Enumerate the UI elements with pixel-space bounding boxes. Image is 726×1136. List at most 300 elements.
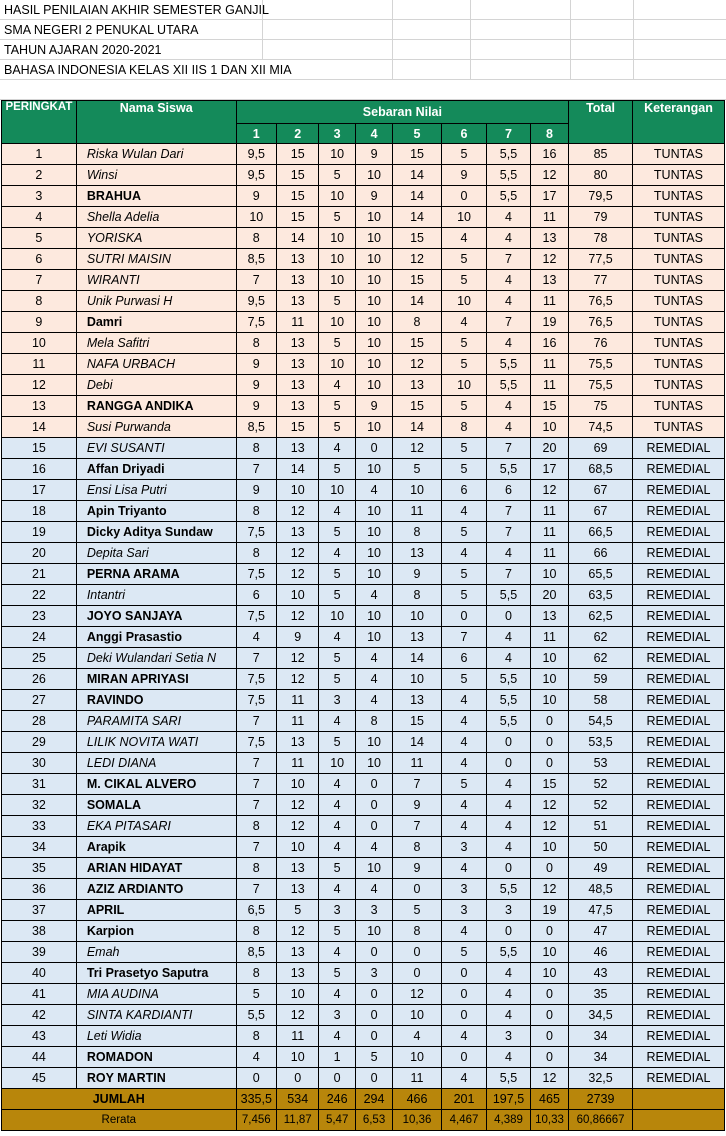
score-cell: 8,5 bbox=[236, 942, 276, 963]
status-cell: REMEDIAL bbox=[632, 459, 724, 480]
student-name-cell: MIA AUDINA bbox=[76, 984, 236, 1005]
student-name-cell: EVI SUSANTI bbox=[76, 438, 236, 459]
table-row bbox=[2, 480, 725, 501]
score-cell: 4 bbox=[441, 816, 486, 837]
average-label: Rerata bbox=[2, 1110, 237, 1131]
score-cell: 12 bbox=[393, 984, 442, 1005]
score-cell: 0 bbox=[355, 1005, 392, 1026]
score-cell: 16 bbox=[530, 333, 568, 354]
score-cell: 3 bbox=[319, 900, 355, 921]
rank-cell: 2 bbox=[2, 165, 77, 186]
score-cell: 8 bbox=[236, 438, 276, 459]
table-row bbox=[2, 627, 725, 648]
score-cell: 11 bbox=[277, 690, 319, 711]
score-cell: 14 bbox=[393, 417, 442, 438]
score-cell: 9,5 bbox=[236, 165, 276, 186]
table-row bbox=[2, 1068, 725, 1089]
student-name-cell: Ensi Lisa Putri bbox=[76, 480, 236, 501]
score-cell: 5 bbox=[393, 900, 442, 921]
score-cell: 6 bbox=[441, 480, 486, 501]
sum-cell: 201 bbox=[441, 1089, 486, 1110]
score-cell: 7 bbox=[236, 648, 276, 669]
score-cell: 10 bbox=[393, 1005, 442, 1026]
score-cell: 10 bbox=[319, 186, 355, 207]
score-cell: 4 bbox=[319, 501, 355, 522]
rank-cell: 37 bbox=[2, 900, 77, 921]
rank-cell: 3 bbox=[2, 186, 77, 207]
status-cell: REMEDIAL bbox=[632, 648, 724, 669]
total-cell: 34,5 bbox=[569, 1005, 633, 1026]
score-cell: 19 bbox=[530, 312, 568, 333]
score-cell: 4 bbox=[487, 648, 530, 669]
status-cell: TUNTAS bbox=[632, 396, 724, 417]
score-cell: 5,5 bbox=[487, 459, 530, 480]
table-row bbox=[2, 606, 725, 627]
table-row bbox=[2, 879, 725, 900]
score-cell: 13 bbox=[277, 858, 319, 879]
table-row bbox=[2, 963, 725, 984]
rank-cell: 40 bbox=[2, 963, 77, 984]
empty-cell bbox=[632, 1110, 724, 1131]
score-cell: 11 bbox=[530, 207, 568, 228]
table-row bbox=[2, 543, 725, 564]
rank-cell: 11 bbox=[2, 354, 77, 375]
score-cell: 4 bbox=[441, 1068, 486, 1089]
status-cell: TUNTAS bbox=[632, 375, 724, 396]
score-cell: 14 bbox=[393, 207, 442, 228]
score-cell: 13 bbox=[277, 879, 319, 900]
score-cell: 20 bbox=[530, 438, 568, 459]
score-cell: 10 bbox=[530, 417, 568, 438]
score-cell: 4 bbox=[441, 312, 486, 333]
sum-cell: 465 bbox=[530, 1089, 568, 1110]
score-cell: 10 bbox=[530, 963, 568, 984]
student-name-cell: EKA PITASARI bbox=[76, 816, 236, 837]
status-cell: REMEDIAL bbox=[632, 900, 724, 921]
score-cell: 4 bbox=[319, 879, 355, 900]
status-cell: TUNTAS bbox=[632, 249, 724, 270]
table-row bbox=[2, 291, 725, 312]
score-cell: 3 bbox=[355, 900, 392, 921]
total-cell: 58 bbox=[569, 690, 633, 711]
score-cell: 9,5 bbox=[236, 144, 276, 165]
student-name-cell: APRIL bbox=[76, 900, 236, 921]
score-cell: 13 bbox=[277, 732, 319, 753]
table-row bbox=[2, 354, 725, 375]
score-cell: 8 bbox=[236, 501, 276, 522]
score-cell: 4 bbox=[355, 669, 392, 690]
score-cell: 10 bbox=[277, 480, 319, 501]
total-cell: 76,5 bbox=[569, 312, 633, 333]
status-cell: REMEDIAL bbox=[632, 564, 724, 585]
header-row bbox=[2, 101, 725, 124]
score-cell: 13 bbox=[277, 333, 319, 354]
score-cell: 13 bbox=[393, 690, 442, 711]
student-name-cell: Arapik bbox=[76, 837, 236, 858]
score-cell: 10 bbox=[319, 753, 355, 774]
total-cell: 79,5 bbox=[569, 186, 633, 207]
total-cell: 34 bbox=[569, 1026, 633, 1047]
status-cell: REMEDIAL bbox=[632, 690, 724, 711]
score-cell: 11 bbox=[393, 753, 442, 774]
score-cell: 8 bbox=[236, 816, 276, 837]
total-cell: 32,5 bbox=[569, 1068, 633, 1089]
question-col-header: 5 bbox=[393, 124, 442, 144]
student-name-cell: Anggi Prasastio bbox=[76, 627, 236, 648]
student-name-cell: Mela Safitri bbox=[76, 333, 236, 354]
table-row bbox=[2, 690, 725, 711]
score-cell: 15 bbox=[277, 144, 319, 165]
score-cell: 0 bbox=[530, 858, 568, 879]
score-cell: 5 bbox=[319, 858, 355, 879]
status-cell: REMEDIAL bbox=[632, 795, 724, 816]
score-cell: 13 bbox=[393, 375, 442, 396]
sum-label: JUMLAH bbox=[2, 1089, 237, 1110]
score-cell: 5 bbox=[441, 438, 486, 459]
score-cell: 4 bbox=[441, 543, 486, 564]
total-cell: 77,5 bbox=[569, 249, 633, 270]
score-cell: 5 bbox=[441, 564, 486, 585]
score-cell: 0 bbox=[530, 732, 568, 753]
student-name-cell: SINTA KARDIANTI bbox=[76, 1005, 236, 1026]
status-cell: REMEDIAL bbox=[632, 816, 724, 837]
score-cell: 7,5 bbox=[236, 522, 276, 543]
status-cell: REMEDIAL bbox=[632, 774, 724, 795]
score-cell: 10 bbox=[441, 291, 486, 312]
score-cell: 5 bbox=[441, 144, 486, 165]
table-row bbox=[2, 837, 725, 858]
status-cell: REMEDIAL bbox=[632, 858, 724, 879]
total-cell: 69 bbox=[569, 438, 633, 459]
status-cell: TUNTAS bbox=[632, 312, 724, 333]
score-cell: 12 bbox=[530, 249, 568, 270]
total-cell: 48,5 bbox=[569, 879, 633, 900]
score-cell: 17 bbox=[530, 186, 568, 207]
score-cell: 11 bbox=[277, 753, 319, 774]
score-cell: 15 bbox=[530, 396, 568, 417]
score-cell: 4 bbox=[355, 480, 392, 501]
total-cell: 34 bbox=[569, 1047, 633, 1068]
table-row bbox=[2, 585, 725, 606]
sum-cell: 335,5 bbox=[236, 1089, 276, 1110]
status-cell: TUNTAS bbox=[632, 186, 724, 207]
rank-cell: 18 bbox=[2, 501, 77, 522]
student-name-cell: LILIK NOVITA WATI bbox=[76, 732, 236, 753]
status-cell: TUNTAS bbox=[632, 165, 724, 186]
score-cell: 13 bbox=[530, 228, 568, 249]
score-cell: 5,5 bbox=[487, 375, 530, 396]
score-cell: 0 bbox=[530, 711, 568, 732]
score-cell: 10 bbox=[319, 270, 355, 291]
score-cell: 10 bbox=[355, 228, 392, 249]
total-cell: 53,5 bbox=[569, 732, 633, 753]
score-cell: 12 bbox=[393, 354, 442, 375]
rank-cell: 16 bbox=[2, 459, 77, 480]
rank-cell: 26 bbox=[2, 669, 77, 690]
score-cell: 11 bbox=[530, 627, 568, 648]
question-col-header: 6 bbox=[441, 124, 486, 144]
table-row bbox=[2, 669, 725, 690]
score-cell: 12 bbox=[277, 543, 319, 564]
student-name-cell: Tri Prasetyo Saputra bbox=[76, 963, 236, 984]
score-cell: 0 bbox=[487, 921, 530, 942]
score-cell: 13 bbox=[277, 438, 319, 459]
score-cell: 10 bbox=[530, 564, 568, 585]
score-cell: 0 bbox=[355, 816, 392, 837]
score-cell: 5,5 bbox=[487, 354, 530, 375]
status-cell: TUNTAS bbox=[632, 354, 724, 375]
table-row bbox=[2, 522, 725, 543]
score-cell: 5 bbox=[319, 396, 355, 417]
average-cell: 5,47 bbox=[319, 1110, 355, 1131]
score-cell: 4 bbox=[441, 501, 486, 522]
status-cell: REMEDIAL bbox=[632, 837, 724, 858]
rank-cell: 36 bbox=[2, 879, 77, 900]
score-cell: 11 bbox=[530, 375, 568, 396]
score-cell: 4 bbox=[487, 627, 530, 648]
score-cell: 11 bbox=[277, 711, 319, 732]
score-cell: 4 bbox=[487, 774, 530, 795]
student-name-cell: Affan Driyadi bbox=[76, 459, 236, 480]
score-cell: 13 bbox=[277, 522, 319, 543]
score-cell: 5 bbox=[236, 984, 276, 1005]
student-name-cell: AZIZ ARDIANTO bbox=[76, 879, 236, 900]
spread-header: Sebaran Nilai bbox=[236, 101, 569, 124]
score-cell: 0 bbox=[487, 753, 530, 774]
blank-line bbox=[0, 80, 726, 100]
score-cell: 4 bbox=[441, 858, 486, 879]
rank-cell: 33 bbox=[2, 816, 77, 837]
score-cell: 7 bbox=[236, 753, 276, 774]
student-name-cell: SUTRI MAISIN bbox=[76, 249, 236, 270]
student-name-cell: Depita Sari bbox=[76, 543, 236, 564]
score-cell: 5 bbox=[441, 249, 486, 270]
table-row bbox=[2, 459, 725, 480]
score-cell: 8,5 bbox=[236, 417, 276, 438]
rank-cell: 31 bbox=[2, 774, 77, 795]
score-cell: 5 bbox=[355, 1047, 392, 1068]
score-cell: 5 bbox=[441, 270, 486, 291]
table-row bbox=[2, 774, 725, 795]
score-cell: 5,5 bbox=[487, 690, 530, 711]
rank-cell: 45 bbox=[2, 1068, 77, 1089]
score-cell: 15 bbox=[393, 228, 442, 249]
score-cell: 10 bbox=[355, 921, 392, 942]
score-cell: 4 bbox=[319, 375, 355, 396]
score-cell: 4 bbox=[487, 270, 530, 291]
total-cell: 49 bbox=[569, 858, 633, 879]
score-cell: 5 bbox=[319, 669, 355, 690]
score-cell: 7,5 bbox=[236, 732, 276, 753]
score-cell: 7 bbox=[236, 774, 276, 795]
score-cell: 4 bbox=[441, 753, 486, 774]
total-cell: 85 bbox=[569, 144, 633, 165]
student-name-cell: M. CIKAL ALVERO bbox=[76, 774, 236, 795]
score-cell: 12 bbox=[277, 669, 319, 690]
score-cell: 5 bbox=[441, 585, 486, 606]
score-cell: 3 bbox=[441, 837, 486, 858]
score-cell: 0 bbox=[393, 963, 442, 984]
total-cell: 75,5 bbox=[569, 354, 633, 375]
score-cell: 13 bbox=[277, 354, 319, 375]
score-cell: 7 bbox=[393, 774, 442, 795]
score-cell: 12 bbox=[530, 879, 568, 900]
score-cell: 5,5 bbox=[487, 165, 530, 186]
average-cell: 4,389 bbox=[487, 1110, 530, 1131]
score-cell: 5 bbox=[319, 732, 355, 753]
score-cell: 10 bbox=[355, 249, 392, 270]
student-name-cell: Riska Wulan Dari bbox=[76, 144, 236, 165]
total-cell: 67 bbox=[569, 501, 633, 522]
score-cell: 5,5 bbox=[487, 186, 530, 207]
score-cell: 7 bbox=[236, 879, 276, 900]
score-cell: 8 bbox=[393, 522, 442, 543]
score-cell: 4 bbox=[319, 627, 355, 648]
table-row bbox=[2, 165, 725, 186]
rank-cell: 4 bbox=[2, 207, 77, 228]
score-cell: 10 bbox=[355, 354, 392, 375]
total-cell: 68,5 bbox=[569, 459, 633, 480]
score-cell: 11 bbox=[530, 291, 568, 312]
score-cell: 8,5 bbox=[236, 249, 276, 270]
student-name-cell: ROMADON bbox=[76, 1047, 236, 1068]
score-cell: 10 bbox=[355, 606, 392, 627]
score-cell: 5 bbox=[319, 963, 355, 984]
score-cell: 14 bbox=[393, 165, 442, 186]
score-cell: 7,5 bbox=[236, 606, 276, 627]
score-cell: 13 bbox=[277, 396, 319, 417]
score-cell: 13 bbox=[277, 249, 319, 270]
rank-cell: 32 bbox=[2, 795, 77, 816]
rank-cell: 41 bbox=[2, 984, 77, 1005]
score-cell: 4 bbox=[487, 417, 530, 438]
score-cell: 15 bbox=[277, 186, 319, 207]
score-cell: 10 bbox=[441, 207, 486, 228]
score-cell: 12 bbox=[277, 606, 319, 627]
status-cell: REMEDIAL bbox=[632, 711, 724, 732]
student-name-cell: Intantri bbox=[76, 585, 236, 606]
rank-cell: 42 bbox=[2, 1005, 77, 1026]
score-cell: 0 bbox=[530, 1026, 568, 1047]
score-cell: 15 bbox=[277, 165, 319, 186]
total-cell: 54,5 bbox=[569, 711, 633, 732]
score-cell: 13 bbox=[530, 606, 568, 627]
total-cell: 62 bbox=[569, 627, 633, 648]
rank-cell: 5 bbox=[2, 228, 77, 249]
score-cell: 4 bbox=[441, 795, 486, 816]
rank-cell: 7 bbox=[2, 270, 77, 291]
score-cell: 4 bbox=[319, 774, 355, 795]
score-cell: 5 bbox=[277, 900, 319, 921]
student-name-cell: RAVINDO bbox=[76, 690, 236, 711]
score-cell: 5 bbox=[319, 165, 355, 186]
table-row bbox=[2, 564, 725, 585]
score-cell: 8 bbox=[393, 585, 442, 606]
score-cell: 0 bbox=[441, 984, 486, 1005]
score-cell: 7 bbox=[236, 795, 276, 816]
average-cell: 6,53 bbox=[355, 1110, 392, 1131]
score-cell: 5 bbox=[441, 522, 486, 543]
status-cell: TUNTAS bbox=[632, 291, 724, 312]
status-cell: REMEDIAL bbox=[632, 501, 724, 522]
score-cell: 5 bbox=[319, 585, 355, 606]
score-cell: 12 bbox=[277, 795, 319, 816]
table-body bbox=[2, 144, 725, 1131]
question-col-header: 7 bbox=[487, 124, 530, 144]
total-cell: 76,5 bbox=[569, 291, 633, 312]
status-cell: REMEDIAL bbox=[632, 963, 724, 984]
score-cell: 5 bbox=[319, 207, 355, 228]
score-cell: 10 bbox=[277, 1047, 319, 1068]
score-cell: 15 bbox=[393, 144, 442, 165]
score-cell: 10 bbox=[277, 774, 319, 795]
score-cell: 16 bbox=[530, 144, 568, 165]
score-cell: 14 bbox=[393, 648, 442, 669]
score-cell: 9 bbox=[393, 564, 442, 585]
score-cell: 4 bbox=[487, 543, 530, 564]
table-row bbox=[2, 1026, 725, 1047]
average-cell: 11,87 bbox=[277, 1110, 319, 1131]
score-cell: 11 bbox=[277, 1026, 319, 1047]
student-name-cell: RANGGA ANDIKA bbox=[76, 396, 236, 417]
score-cell: 15 bbox=[393, 333, 442, 354]
score-cell: 10 bbox=[355, 291, 392, 312]
total-cell: 79 bbox=[569, 207, 633, 228]
score-cell: 4 bbox=[393, 1026, 442, 1047]
score-cell: 13 bbox=[393, 627, 442, 648]
student-name-cell: WIRANTI bbox=[76, 270, 236, 291]
total-cell: 63,5 bbox=[569, 585, 633, 606]
rank-cell: 35 bbox=[2, 858, 77, 879]
total-cell: 77 bbox=[569, 270, 633, 291]
total-cell: 46 bbox=[569, 942, 633, 963]
total-cell: 52 bbox=[569, 774, 633, 795]
student-name-cell: Karpion bbox=[76, 921, 236, 942]
score-cell: 9 bbox=[236, 354, 276, 375]
score-cell: 12 bbox=[277, 648, 319, 669]
score-cell: 10 bbox=[319, 606, 355, 627]
year-text: TAHUN AJARAN 2020-2021 bbox=[4, 43, 162, 57]
score-cell: 4 bbox=[487, 1047, 530, 1068]
table-row bbox=[2, 312, 725, 333]
status-cell: REMEDIAL bbox=[632, 627, 724, 648]
sum-cell: 197,5 bbox=[487, 1089, 530, 1110]
score-cell: 5,5 bbox=[487, 879, 530, 900]
score-cell: 0 bbox=[355, 942, 392, 963]
score-cell: 5,5 bbox=[487, 669, 530, 690]
total-cell: 47,5 bbox=[569, 900, 633, 921]
student-name-cell: Winsi bbox=[76, 165, 236, 186]
score-cell: 5 bbox=[319, 459, 355, 480]
average-cell: 10,33 bbox=[530, 1110, 568, 1131]
table-row bbox=[2, 816, 725, 837]
score-cell: 17 bbox=[530, 459, 568, 480]
score-cell: 13 bbox=[277, 942, 319, 963]
score-cell: 9,5 bbox=[236, 291, 276, 312]
score-cell: 15 bbox=[393, 711, 442, 732]
score-cell: 7 bbox=[487, 438, 530, 459]
table-row bbox=[2, 501, 725, 522]
score-cell: 13 bbox=[277, 963, 319, 984]
student-name-cell: Deki Wulandari Setia N bbox=[76, 648, 236, 669]
total-cell: 62,5 bbox=[569, 606, 633, 627]
status-cell: REMEDIAL bbox=[632, 1005, 724, 1026]
score-cell: 5 bbox=[441, 774, 486, 795]
score-cell: 4 bbox=[487, 291, 530, 312]
rank-cell: 21 bbox=[2, 564, 77, 585]
score-cell: 12 bbox=[277, 501, 319, 522]
score-cell: 0 bbox=[393, 942, 442, 963]
